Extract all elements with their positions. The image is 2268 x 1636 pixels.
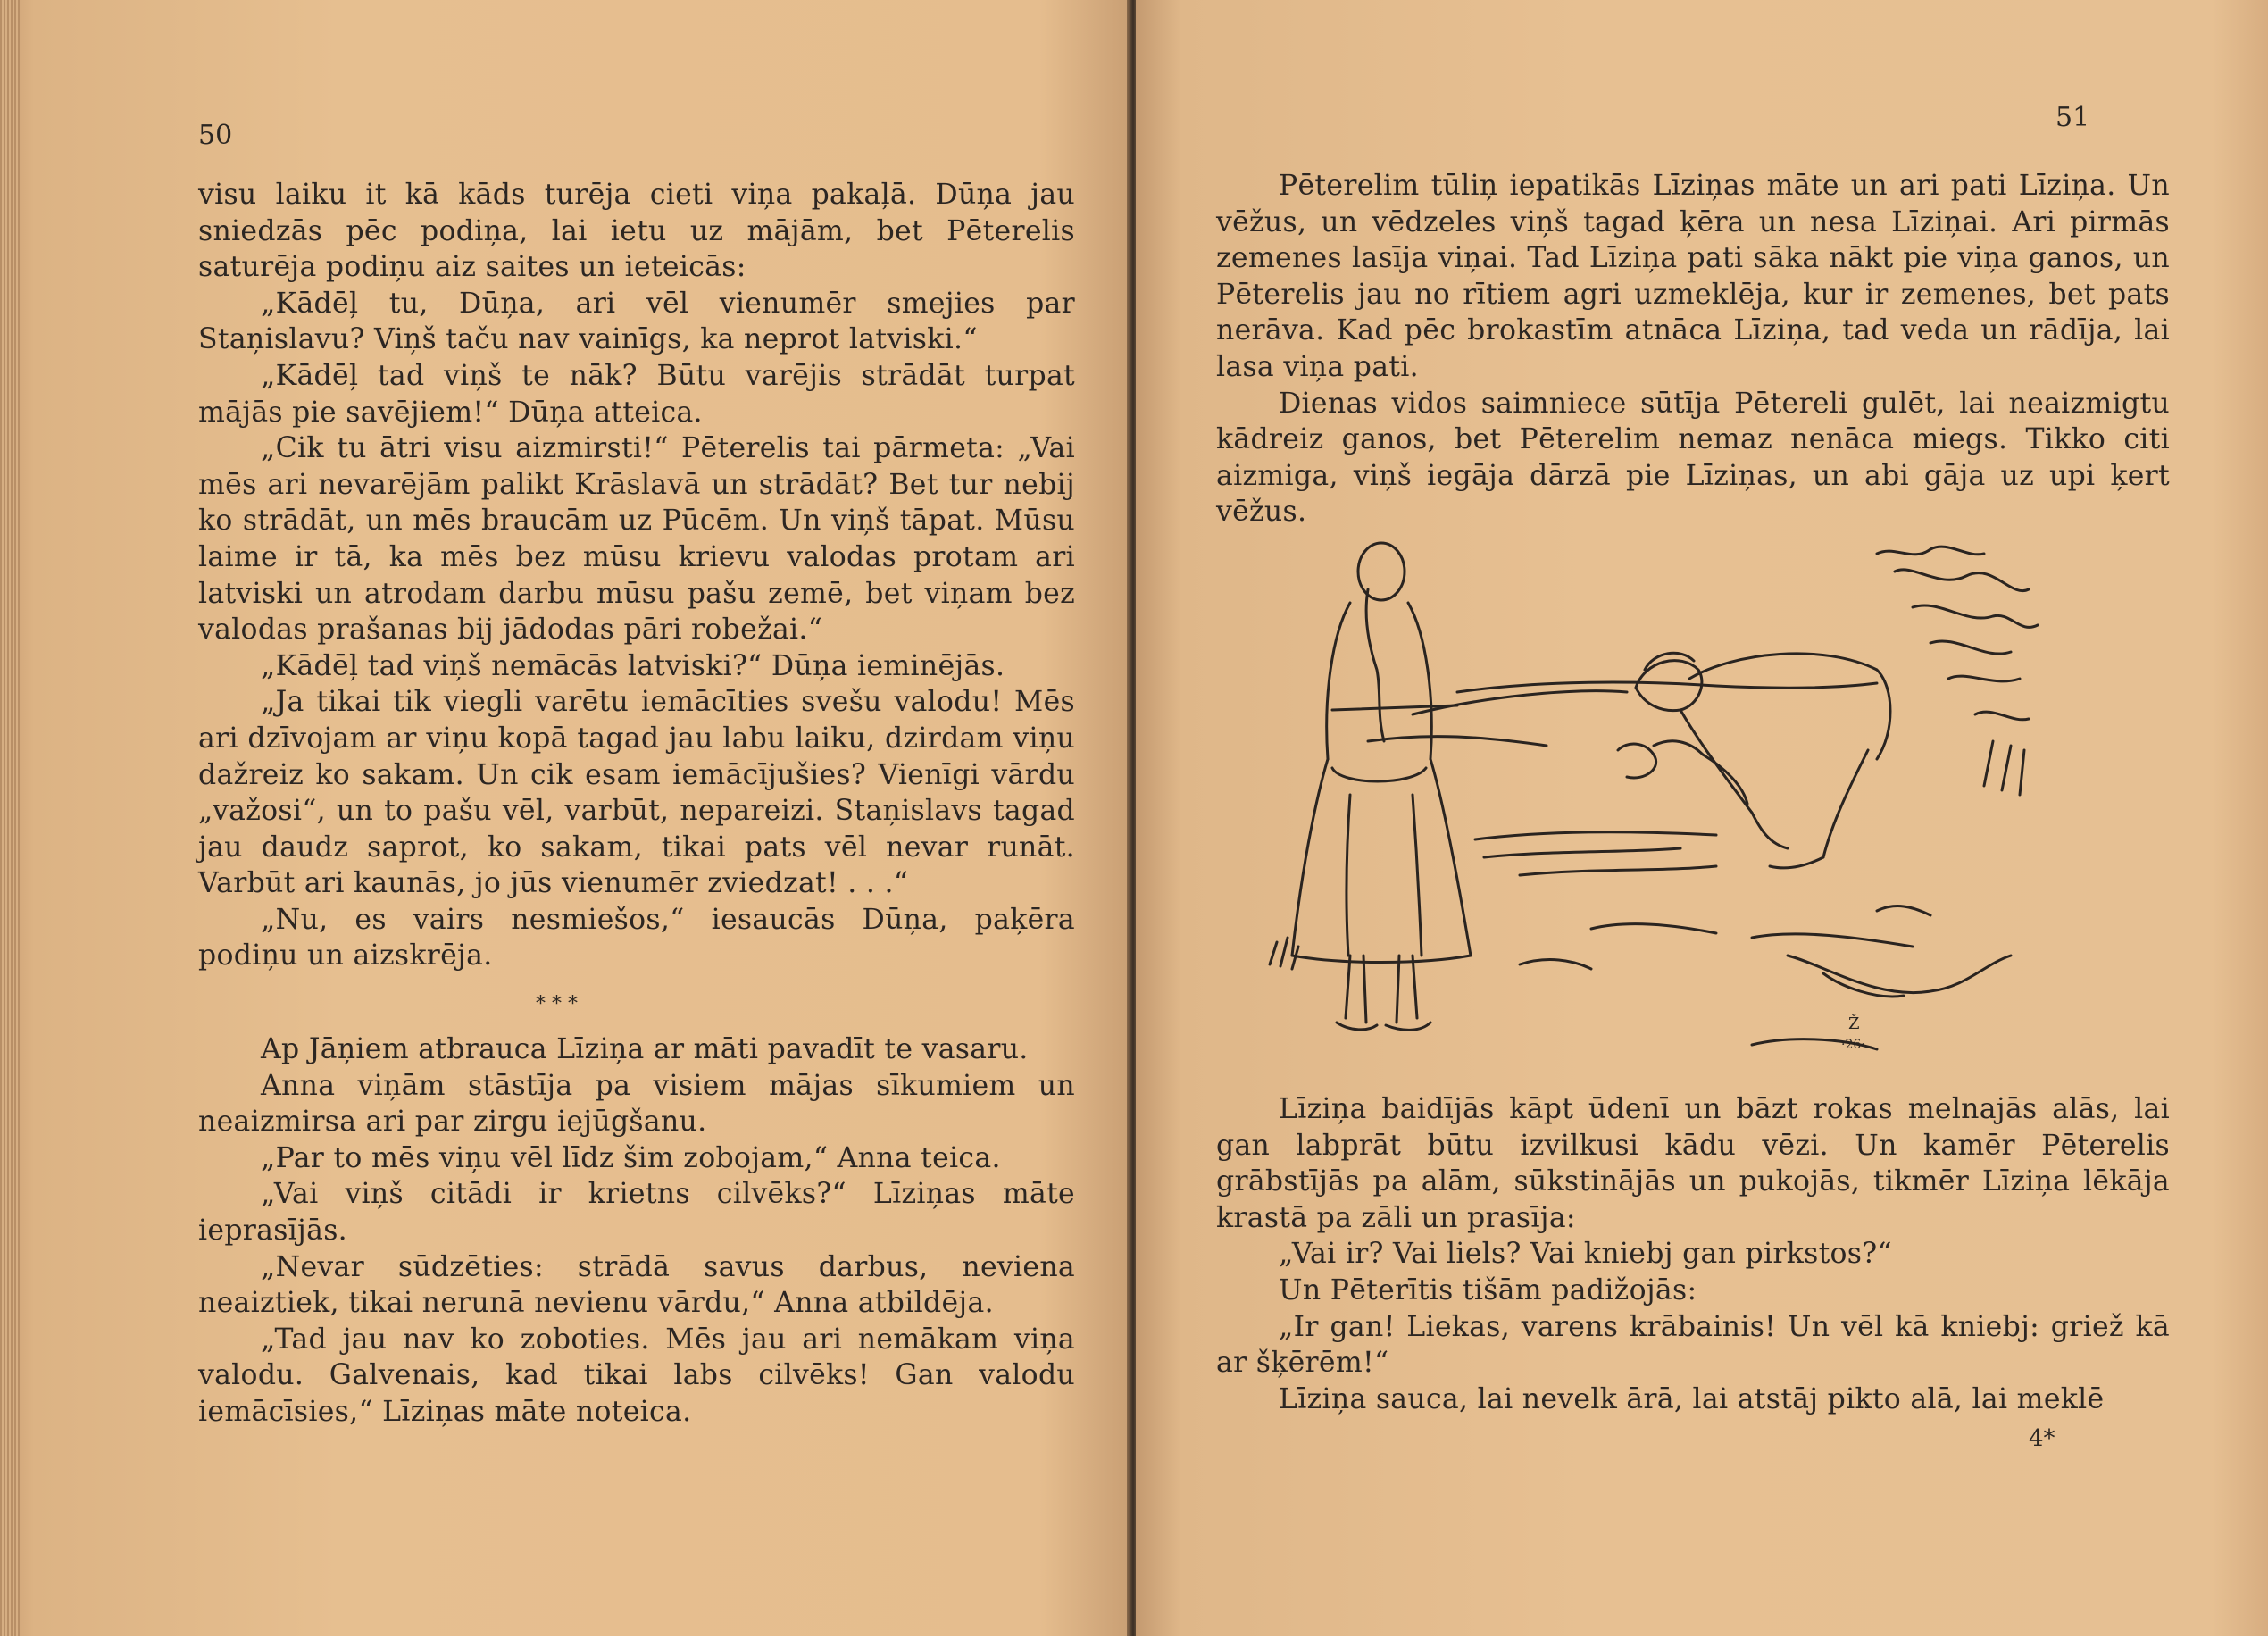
paragraph: Un Pēterītis tišām padižojās: [1279,1273,1697,1306]
paragraph: „Cik tu ātri visu aizmirsti!“ Pēterelis tai pārmeta: „Vai mēs ari nevarējām palikt Krāslavā un strādāt? Bet tur nebij ko strādāt, un mēs braucām uz Pūcēm. Un viņš tāpat. Mūsu laime ir tā, ka mēs bez mūsu krievu valodas protam ari latviski un atrodam darbu mūsu pašu zemē, bet viņam bez valodas prašanas bij jādodas pāri robežai.“ [198,432,1075,647]
paragraph: „Kādēļ tu, Dūņa, ari vēl vienumēr smejies par Staņislavu? Viņš taču nav vainīgs, ka neprot latviski.“ [198,287,1075,356]
illustration-signature-number: ·26· [1841,1038,1865,1052]
text-block [198,1031,1075,1431]
paragraph: „Kādēļ tad viņš te nāk? Būtu varējis strādāt turpat mājās pie savējiem!“ Dūņa atteica. [198,359,1075,429]
paragraph: visu laiku it kā kāds turēja cieti viņa pakaļā. Dūņa jau sniedzās pēc podiņa, lai ietu uz mājām, bet Pēterelis saturēja podiņu aiz saites un ieteicās: [198,179,1075,284]
illustration [1252,536,2073,1072]
paragraph: „Tad jau nav ko zoboties. Mēs jau ari nemākam viņa valodu. Galvenais, kad tikai labs cilvēks! Gan valodu iemācīsies,“ Līziņas māte noteica. [198,1323,1075,1428]
text-block [1216,168,2170,530]
text-block [198,177,1075,974]
paragraph: „Nevar sūdzēties: strādā savus darbus, neviena neaiztiek, tikai nerunā nevienu vārdu,“ Anna atbildēja. [198,1250,1075,1320]
page-edges [0,0,20,1636]
paragraph: Līziņa sauca, lai nevelk ārā, lai atstāj pikto alā, lai meklē [1279,1382,2105,1415]
section-separator: * * * [536,993,578,1015]
paragraph: Pēterelim tūliņ iepatikās Līziņas māte un ari pati Līziņa. Un vēžus, un vēdzeles viņš tagad ķēra un nesa Līziņai. Ari pirmās zemenes lasīja viņai. Tad Līziņa pati sāka nākt pie viņa ganos, un Pēterelis jau no rītiem agri uzmeklēja, kur ir zemenes, bet pats nerāva. Kad pēc brokastīm atnāca Līziņa, tad veda un rādīja, lai lasa viņa pati. [1216,170,2170,383]
left-page [0,0,1130,1636]
paragraph: „Par to mēs viņu vēl līdz šim zobojam,“ Anna teica. [261,1141,1001,1174]
signature-mark: 4* [2029,1425,2055,1452]
paragraph: „Ir gan! Liekas, varens krābainis! Un vēl kā kniebj: griež kā ar šķērēm!“ [1216,1310,2170,1380]
page-number: 51 [2055,102,2090,133]
illustration-signature: Ž [1848,1014,1860,1033]
page-number: 50 [198,120,233,151]
text-block [1216,1091,2170,1417]
paragraph: „Ja tikai tik viegli varētu iemācīties svešu valodu! Mēs ari dzīvojam ar viņu kopā tagad jau labu laiku, dzirdam viņu dažreiz ko sakam. Un cik esam iemācījušies? Vienīgi vārdu „važosi“, un to pašu vēl, varbūt, nepareizi. Staņislavs tagad jau daudz saprot, ko sakam, tikai pats vēl nevar runāt. Varbūt ari kaunās, jo jūs vienumēr zviedzat! . . .“ [198,686,1075,900]
paragraph: Dienas vidos saimniece sūtīja Pētereli gulēt, lai neaizmigtu kādreiz ganos, bet Pēterelim nemaz nenāca miegs. Tikko citi aizmiga, viņš iegāja dārzā pie Līziņas, un abi gāja uz upi ķert vēžus. [1216,387,2170,529]
paragraph: „Vai ir? Vai liels? Vai kniebj gan pirkstos?“ [1279,1238,1892,1271]
paragraph: Līziņa baidījās kāpt ūdenī un bāzt rokas melnajās alās, lai gan labprāt būtu izvilkusi kādu vēzi. Un kamēr Pēterelis grābstījās pa alām, sūkstinājās un pukojās, tikmēr Līziņa lēkāja krastā pa zāli un prasīja: [1216,1093,2170,1234]
paragraph: „Kādēļ tad viņš nemācās latviski?“ Dūņa ieminējās. [261,649,1005,682]
paragraph: Anna viņām stāstīja pa visiem mājas sīkumiem un neaizmirsa ari par zirgu iejūgšanu. [198,1069,1075,1139]
right-page [1136,0,2268,1636]
paragraph: „Nu, es vairs nesmiešos,“ iesaucās Dūņa, paķēra podiņu un aizskrēja. [198,903,1075,972]
paragraph: Ap Jāņiem atbrauca Līziņa ar māti pavadīt te vasaru. [261,1033,1029,1065]
paragraph: „Vai viņš citādi ir krietns cilvēks?“ Līziņas māte ieprasījās. [198,1178,1075,1247]
